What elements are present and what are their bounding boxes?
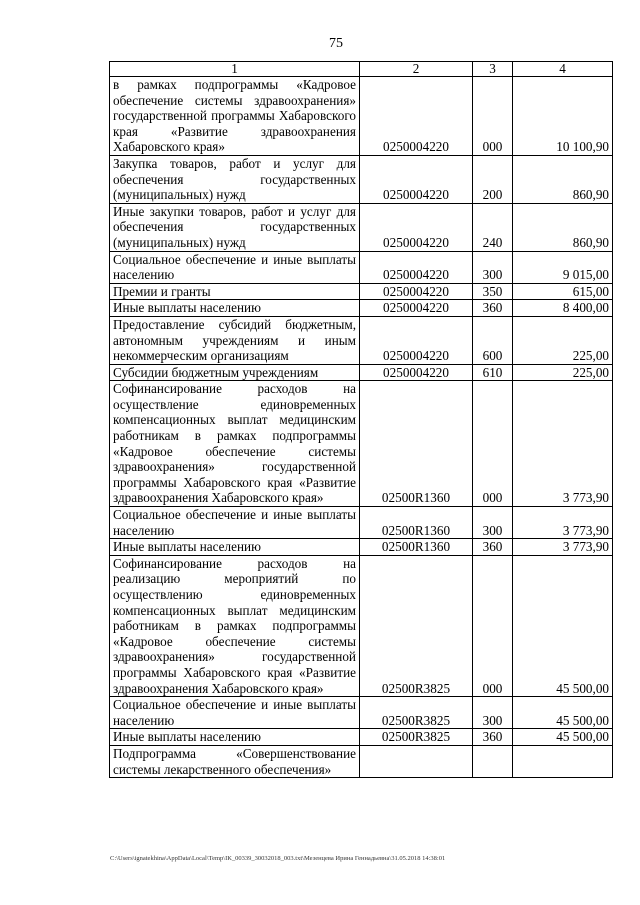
column-header-code: 2 xyxy=(360,62,473,77)
row-type xyxy=(473,745,513,777)
table-header-row xyxy=(110,62,613,77)
row-amount: 860,90 xyxy=(513,203,613,251)
row-amount: 860,90 xyxy=(513,155,613,203)
row-type: 000 xyxy=(473,77,513,156)
table-row xyxy=(110,745,613,777)
file-path-footer: C:\Users\ignatekhina\AppData\Local\Temp\IK_00339_30032018_003.txt\Мезенцева Ирина Геннадьевна\31.05.2018 14:38:01 xyxy=(110,855,446,862)
row-type: 300 xyxy=(473,251,513,283)
row-code: 02500R3825 xyxy=(360,697,473,729)
row-code: 0250004220 xyxy=(360,251,473,283)
row-amount: 615,00 xyxy=(513,283,613,300)
row-type: 360 xyxy=(473,729,513,746)
row-amount: 10 100,90 xyxy=(513,77,613,156)
table-row xyxy=(110,77,613,156)
row-name: Социальное обеспечение и иные выплаты населению xyxy=(110,251,360,283)
row-code: 02500R3825 xyxy=(360,729,473,746)
row-type: 360 xyxy=(473,300,513,317)
row-name: Иные выплаты населению xyxy=(110,539,360,556)
row-name: в рамках подпрограммы «Кадровое обеспечение системы здравоохранения» государственной программы Хабаровского края «Развитие здравоохранения Хабаровского края» xyxy=(110,77,360,156)
table-row xyxy=(110,283,613,300)
row-name: Иные закупки товаров, работ и услуг для обеспечения государственных (муниципальных) нужд xyxy=(110,203,360,251)
row-type: 240 xyxy=(473,203,513,251)
table-row xyxy=(110,381,613,507)
budget-table xyxy=(109,61,613,778)
table-row xyxy=(110,364,613,381)
table-row xyxy=(110,155,613,203)
row-name: Иные выплаты населению xyxy=(110,300,360,317)
table-row xyxy=(110,251,613,283)
row-amount xyxy=(513,745,613,777)
row-type: 350 xyxy=(473,283,513,300)
row-code: 02500R1360 xyxy=(360,507,473,539)
row-amount: 3 773,90 xyxy=(513,381,613,507)
row-name: Закупка товаров, работ и услуг для обеспечения государственных (муниципальных) нужд xyxy=(110,155,360,203)
row-type: 600 xyxy=(473,316,513,364)
row-type: 300 xyxy=(473,697,513,729)
row-type: 300 xyxy=(473,507,513,539)
table-row xyxy=(110,316,613,364)
table-row xyxy=(110,539,613,556)
row-code: 0250004220 xyxy=(360,203,473,251)
row-type: 360 xyxy=(473,539,513,556)
row-code: 0250004220 xyxy=(360,155,473,203)
column-header-amount: 4 xyxy=(513,62,613,77)
row-code xyxy=(360,745,473,777)
row-amount: 3 773,90 xyxy=(513,539,613,556)
column-header-type: 3 xyxy=(473,62,513,77)
row-code: 02500R3825 xyxy=(360,555,473,696)
table-row xyxy=(110,729,613,746)
row-code: 02500R1360 xyxy=(360,381,473,507)
table-row xyxy=(110,300,613,317)
row-code: 0250004220 xyxy=(360,77,473,156)
row-code: 0250004220 xyxy=(360,283,473,300)
row-type: 200 xyxy=(473,155,513,203)
row-name: Иные выплаты населению xyxy=(110,729,360,746)
row-code: 0250004220 xyxy=(360,300,473,317)
row-type: 000 xyxy=(473,555,513,696)
table-row xyxy=(110,203,613,251)
row-name: Софинансирование расходов на осуществление единовременных компенсационных выплат медицинским работникам в рамках подпрограммы «Кадровое обеспечение системы здравоохранения» государственной программы Хабаровского края «Развитие здравоохранения Хабаровского края» xyxy=(110,381,360,507)
row-amount: 45 500,00 xyxy=(513,697,613,729)
row-type: 000 xyxy=(473,381,513,507)
row-name: Подпрограмма «Совершенствование системы лекарственного обеспечения» xyxy=(110,745,360,777)
row-amount: 45 500,00 xyxy=(513,555,613,696)
table-row xyxy=(110,507,613,539)
table-row xyxy=(110,555,613,696)
row-name: Предоставление субсидий бюджетным, автономным учреждениям и иным некоммерческим организациям xyxy=(110,316,360,364)
row-amount: 3 773,90 xyxy=(513,507,613,539)
row-amount: 9 015,00 xyxy=(513,251,613,283)
table-row xyxy=(110,697,613,729)
row-amount: 225,00 xyxy=(513,364,613,381)
row-name: Премии и гранты xyxy=(110,283,360,300)
row-type: 610 xyxy=(473,364,513,381)
row-code: 0250004220 xyxy=(360,364,473,381)
row-amount: 45 500,00 xyxy=(513,729,613,746)
row-code: 0250004220 xyxy=(360,316,473,364)
row-code: 02500R1360 xyxy=(360,539,473,556)
row-name: Субсидии бюджетным учреждениям xyxy=(110,364,360,381)
row-name: Социальное обеспечение и иные выплаты населению xyxy=(110,507,360,539)
column-header-name: 1 xyxy=(110,62,360,77)
row-name: Социальное обеспечение и иные выплаты населению xyxy=(110,697,360,729)
row-amount: 8 400,00 xyxy=(513,300,613,317)
row-amount: 225,00 xyxy=(513,316,613,364)
row-name: Софинансирование расходов на реализацию мероприятий по осуществлению единовременных компенсационных выплат медицинским работникам в рамках подпрограммы «Кадровое обеспечение системы здравоохранения» государственной программы Хабаровского края «Развитие здравоохранения Хабаровского края» xyxy=(110,555,360,696)
page-number: 75 xyxy=(329,36,343,51)
